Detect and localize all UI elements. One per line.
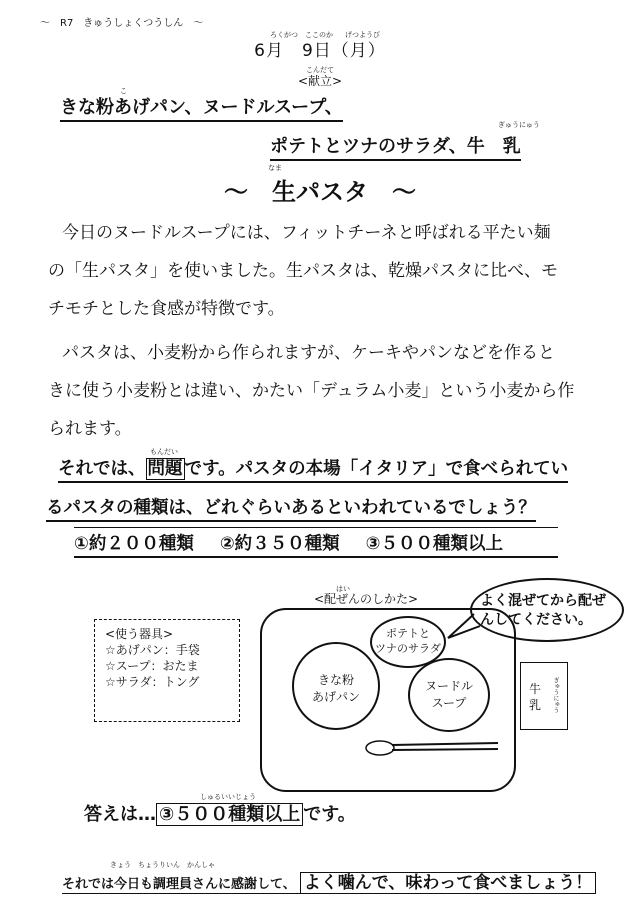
choice-2: ②約３５０種類	[219, 534, 340, 554]
paragraph-1-line-3: チモチとした食感が特徴です。	[48, 299, 285, 319]
newsletter-header: ～ R7 きゅうしょくつうしん ～	[40, 18, 204, 29]
question-pre: それでは、	[58, 459, 146, 479]
paragraph-1-line-1: 今日のヌードルスープには、フィットチーネと呼ばれる平たい麺	[62, 223, 551, 243]
answer-pre: 答えは…	[84, 804, 156, 825]
closing-ruby: きょう ちょうりいん かんしゃ	[110, 861, 215, 869]
salad-bowl: ポテトと ツナのサラダ	[370, 616, 446, 668]
menu-line-2: ポテトとツナのサラダ、牛 乳	[270, 132, 521, 161]
article-title: ～ 生パスタ ～	[224, 178, 416, 206]
question-line-2: るパスタの種類は、どれぐらいあるといわれているでしょう？	[46, 494, 536, 522]
question-line-1	[58, 455, 568, 483]
answer-post: です。	[303, 804, 356, 825]
bread-plate: きな粉 あげパン	[292, 642, 380, 730]
menu-line-1: きな粉あげパン、ヌードルスープ、	[60, 93, 343, 122]
answer-line	[84, 800, 356, 826]
answer-box: ③５００種類以上	[156, 803, 303, 826]
tools-item-2: ☆スープ：おたま	[105, 659, 199, 673]
speech-bubble-text: よく混ぜてから配ぜんしてください。	[480, 593, 606, 628]
weekday-ruby: げつようび	[345, 31, 380, 39]
question-post: です。パスタの本場「イタリア」で食べられてい	[184, 459, 569, 479]
tools-box	[94, 619, 240, 722]
answer-ruby: しゅるいいじょう	[200, 793, 256, 801]
date-ruby: ろくがつ ここのか	[270, 31, 333, 39]
paragraph-2-line-2: きに使う小麦粉とは違い、かたい「デュラム小麦」という小麦から作	[48, 381, 575, 401]
choice-1: ①約２００種類	[74, 534, 194, 554]
date-heading: 6月 9日（月）	[254, 41, 386, 61]
paragraph-1-line-2: の「生パスタ」を使いました。生パスタは、乾燥パスタに比べ、モ	[48, 261, 558, 281]
chopsticks-icon	[362, 736, 502, 760]
soup-bowl: ヌードル スープ	[408, 658, 490, 732]
choice-3: ③５００種類以上	[365, 534, 503, 554]
kondate-label: <献立>	[297, 74, 343, 88]
choice-list	[74, 527, 558, 558]
tools-item-1: ☆あげパン：手袋	[105, 643, 200, 657]
tools-item-3: ☆サラダ：トング	[105, 675, 200, 689]
question-box: 問題	[147, 459, 183, 479]
milk-ruby: ぎゅうにゅう	[552, 677, 559, 713]
milk-label: 牛 乳	[529, 682, 542, 712]
question-ruby: もんだい	[150, 448, 178, 456]
title-ruby: なま	[268, 164, 282, 172]
closing-emphasis: よく噛んで、味わって食べましょう！	[300, 872, 597, 894]
closing-pre: それでは今日も調理員さんに感謝して、	[62, 877, 296, 892]
haizen-ruby: はい	[336, 585, 350, 593]
haizen-label: <配ぜんのしかた>	[314, 592, 419, 606]
milk-carton	[520, 662, 568, 730]
closing-line	[62, 868, 596, 894]
kondate-ruby: こんだて	[306, 66, 334, 74]
menu-ruby-ko: こ	[120, 87, 127, 95]
menu-ruby-milk: ぎゅうにゅう	[498, 121, 540, 129]
paragraph-2-line-3: られます。	[48, 419, 132, 439]
tools-title: <使う器具>	[105, 627, 174, 641]
paragraph-2-line-1: パスタは、小麦粉から作られますが、ケーキやパンなどを作ると	[62, 343, 555, 363]
